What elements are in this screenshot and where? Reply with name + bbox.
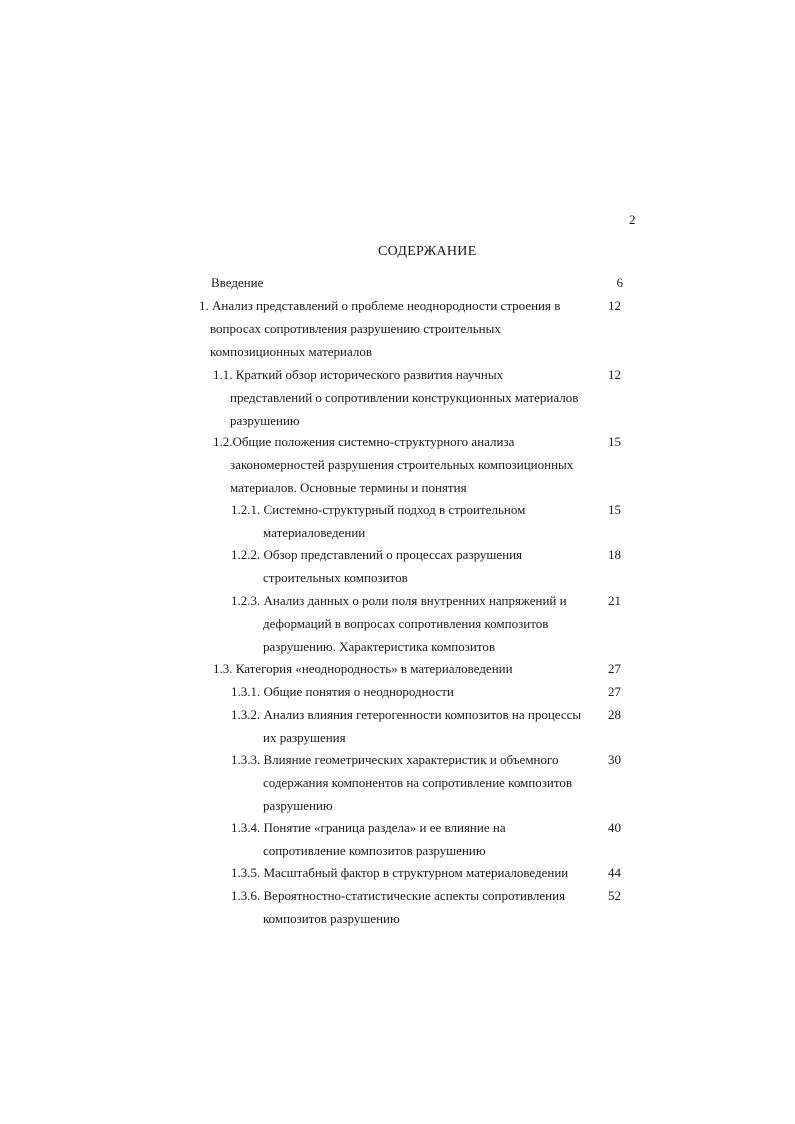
toc-entry <box>213 363 621 432</box>
toc-entry <box>231 543 621 589</box>
toc-line: композитов разрушению <box>263 911 400 926</box>
toc-entry <box>211 271 623 294</box>
toc-line: представлений о сопротивлении конструкционных материалов <box>230 390 579 405</box>
toc-page-number: 30 <box>608 752 621 767</box>
toc-page-number: 12 <box>608 298 621 313</box>
toc-page-number: 27 <box>608 684 621 699</box>
toc-line: 1.2.1. Системно-структурный подход в строительном <box>231 502 526 517</box>
toc-page-number: 40 <box>608 820 621 835</box>
toc-line: разрушению <box>230 413 300 428</box>
toc-page-number: 12 <box>608 367 621 382</box>
toc-line: сопротивление композитов разрушению <box>263 843 486 858</box>
toc-line: 1.3.2. Анализ влияния гетерогенности композитов на процессы <box>231 707 582 722</box>
toc-page-number: 21 <box>608 593 621 608</box>
toc-page-number: 15 <box>608 434 621 449</box>
toc-line: 1.2.2. Обзор представлений о процессах разрушения <box>231 547 523 562</box>
toc-line: 1.2.Общие положения системно-структурного анализа <box>213 434 515 449</box>
toc-line: деформаций в вопросах сопротивления композитов <box>263 616 549 631</box>
toc-line: 1.3.5. Масштабный фактор в структурном материаловедении <box>231 865 569 880</box>
toc-line: разрушению. Характеристика композитов <box>263 639 496 654</box>
toc-line: закономерностей разрушения строительных композиционных <box>230 457 574 472</box>
toc-line: 1.3.1. Общие понятия о неоднородности <box>231 684 454 699</box>
page-title: СОДЕРЖАНИЕ <box>378 244 477 259</box>
page-number: 2 <box>629 212 636 227</box>
toc-entry <box>231 861 621 884</box>
toc-line: 1. Анализ представлений о проблеме неоднородности строения в <box>199 298 561 313</box>
toc-entry <box>199 294 621 363</box>
toc-entry <box>213 657 621 680</box>
toc-line: содержания компонентов на сопротивление композитов <box>263 775 573 790</box>
toc-entry <box>231 498 621 544</box>
toc-entry <box>213 430 621 499</box>
toc-line: 1.3.3. Влияние геометрических характеристик и объемного <box>231 752 559 767</box>
toc-line: разрушению <box>263 798 333 813</box>
toc-entry <box>231 589 621 658</box>
toc-line: Введение <box>211 275 264 290</box>
toc-entry <box>231 816 621 862</box>
toc-line: строительных композитов <box>263 570 408 585</box>
toc-page-number: 27 <box>608 661 621 676</box>
toc-entry <box>231 748 621 817</box>
toc-entry <box>231 680 621 703</box>
toc-line: 1.1. Краткий обзор исторического развития научных <box>213 367 504 382</box>
toc-page-number: 15 <box>608 502 621 517</box>
toc-line: 1.3.6. Вероятностно-статистические аспекты сопротивления <box>231 888 566 903</box>
toc-page-number: 44 <box>608 865 621 880</box>
toc-entry <box>231 703 621 749</box>
toc-line: 1.3. Категория «неоднородность» в материаловедении <box>213 661 513 676</box>
toc-line: 1.2.3. Анализ данных о роли поля внутренних напряжений и <box>231 593 567 608</box>
toc-line: материаловедении <box>263 525 366 540</box>
toc-page-number: 18 <box>608 547 621 562</box>
toc-page-number: 28 <box>608 707 621 722</box>
toc-page-number: 6 <box>616 275 623 290</box>
toc-page-number: 52 <box>608 888 621 903</box>
toc-line: их разрушения <box>263 730 346 745</box>
toc-line: 1.3.4. Понятие «граница раздела» и ее влияние на <box>231 820 506 835</box>
toc-line: материалов. Основные термины и понятия <box>230 480 467 495</box>
toc-entry <box>231 884 621 930</box>
toc-line: композиционных материалов <box>210 344 372 359</box>
toc-line: вопросах сопротивления разрушению строительных <box>210 321 501 336</box>
